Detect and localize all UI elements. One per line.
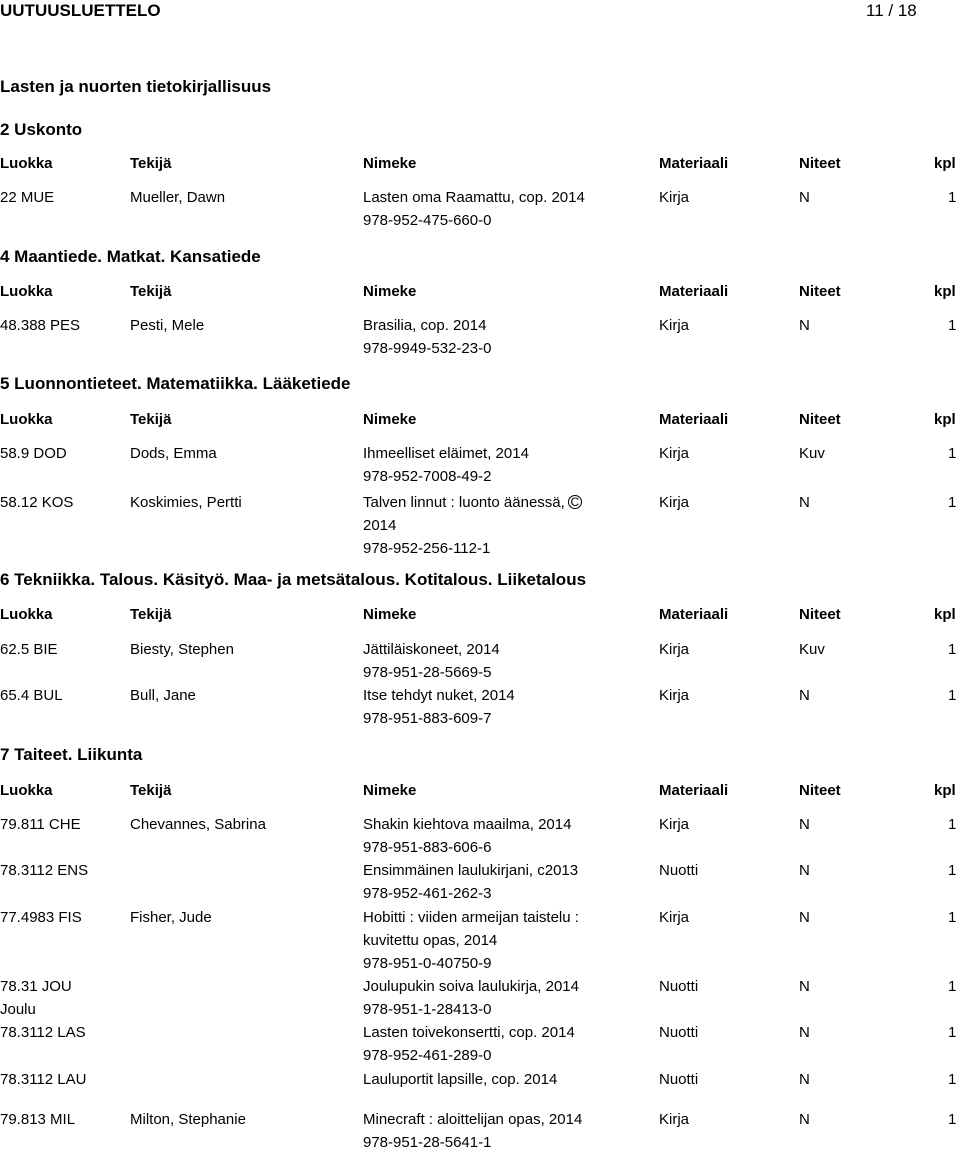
material: Kirja bbox=[659, 445, 690, 462]
isbn: 978-951-28-5669-5 bbox=[363, 664, 492, 681]
items: N bbox=[799, 317, 810, 334]
column-header-kpl: kpl bbox=[934, 606, 956, 623]
column-header-materiaali: Materiaali bbox=[659, 606, 729, 623]
count: 1 bbox=[948, 317, 957, 334]
author: Biesty, Stephen bbox=[130, 641, 234, 658]
title-line2: 2014 bbox=[363, 517, 397, 534]
title bbox=[363, 492, 582, 513]
isbn: 978-952-461-262-3 bbox=[363, 885, 492, 902]
count: 1 bbox=[948, 1024, 957, 1041]
count: 1 bbox=[948, 816, 957, 833]
column-header-tekija: Tekijä bbox=[130, 782, 172, 799]
shelf-class: 58.12 KOS bbox=[0, 494, 74, 511]
column-header-materiaali: Materiaali bbox=[659, 283, 729, 300]
shelf-class: 22 MUE bbox=[0, 189, 55, 206]
author: Chevannes, Sabrina bbox=[130, 816, 266, 833]
column-header-nimeke: Nimeke bbox=[363, 782, 417, 799]
column-header-tekija: Tekijä bbox=[130, 155, 172, 172]
items: N bbox=[799, 687, 810, 704]
column-header-kpl: kpl bbox=[934, 283, 956, 300]
title: Itse tehdyt nuket, 2014 bbox=[363, 687, 515, 704]
copyright-icon: C bbox=[568, 495, 582, 509]
material: Kirja bbox=[659, 189, 690, 206]
isbn: 978-9949-532-23-0 bbox=[363, 340, 492, 357]
shelf-class: 62.5 BIE bbox=[0, 641, 58, 658]
title: Shakin kiehtova maailma, 2014 bbox=[363, 816, 572, 833]
column-header-luokka: Luokka bbox=[0, 155, 53, 172]
items: N bbox=[799, 909, 810, 926]
material: Nuotti bbox=[659, 978, 699, 995]
author: Milton, Stephanie bbox=[130, 1111, 246, 1128]
items: N bbox=[799, 1071, 810, 1088]
isbn: 978-951-883-606-6 bbox=[363, 839, 492, 856]
items: N bbox=[799, 1024, 810, 1041]
isbn: 978-952-461-289-0 bbox=[363, 1047, 492, 1064]
column-header-niteet: Niteet bbox=[799, 283, 841, 300]
material: Kirja bbox=[659, 641, 690, 658]
author: Fisher, Jude bbox=[130, 909, 212, 926]
column-header-materiaali: Materiaali bbox=[659, 411, 729, 428]
column-header-niteet: Niteet bbox=[799, 411, 841, 428]
shelf-class: 48.388 PES bbox=[0, 317, 81, 334]
document-title: UUTUUSLUETTELO bbox=[0, 1, 161, 20]
count: 1 bbox=[948, 445, 957, 462]
category-heading: Lasten ja nuorten tietokirjallisuus bbox=[0, 77, 272, 96]
title: Joulupukin soiva laulukirja, 2014 bbox=[363, 978, 579, 995]
count: 1 bbox=[948, 494, 957, 511]
shelf-class: 79.811 CHE bbox=[0, 816, 81, 833]
isbn: 978-951-1-28413-0 bbox=[363, 1001, 492, 1018]
material: Kirja bbox=[659, 909, 690, 926]
column-header-nimeke: Nimeke bbox=[363, 411, 417, 428]
count: 1 bbox=[948, 909, 957, 926]
items: N bbox=[799, 978, 810, 995]
section-title: 4 Maantiede. Matkat. Kansatiede bbox=[0, 247, 261, 266]
title: Brasilia, cop. 2014 bbox=[363, 317, 487, 334]
column-header-kpl: kpl bbox=[934, 411, 956, 428]
column-header-kpl: kpl bbox=[934, 782, 956, 799]
items: N bbox=[799, 862, 810, 879]
items: N bbox=[799, 816, 810, 833]
section-title: 6 Tekniikka. Talous. Käsityö. Maa- ja metsätalous. Kotitalous. Liiketalous bbox=[0, 570, 587, 589]
isbn: 978-952-7008-49-2 bbox=[363, 468, 492, 485]
author: Mueller, Dawn bbox=[130, 189, 226, 206]
items: N bbox=[799, 1111, 810, 1128]
count: 1 bbox=[948, 1071, 957, 1088]
author: Dods, Emma bbox=[130, 445, 217, 462]
column-header-materiaali: Materiaali bbox=[659, 782, 729, 799]
title: Ensimmäinen laulukirjani, c2013 bbox=[363, 862, 579, 879]
title-text: Talven linnut : luonto äänessä, bbox=[363, 494, 565, 511]
material: Nuotti bbox=[659, 862, 699, 879]
material: Kirja bbox=[659, 317, 690, 334]
count: 1 bbox=[948, 978, 957, 995]
count: 1 bbox=[948, 1111, 957, 1128]
count: 1 bbox=[948, 687, 957, 704]
title: Minecraft : aloittelijan opas, 2014 bbox=[363, 1111, 583, 1128]
items: Kuv bbox=[799, 641, 825, 658]
column-header-niteet: Niteet bbox=[799, 782, 841, 799]
author: Pesti, Mele bbox=[130, 317, 205, 334]
shelf-class: 77.4983 FIS bbox=[0, 909, 82, 926]
items: N bbox=[799, 189, 810, 206]
section-title: 7 Taiteet. Liikunta bbox=[0, 745, 143, 764]
section-title: 5 Luonnontieteet. Matematiikka. Lääketiede bbox=[0, 374, 351, 393]
column-header-nimeke: Nimeke bbox=[363, 283, 417, 300]
shelf-class: 78.3112 ENS bbox=[0, 862, 89, 879]
author: Bull, Jane bbox=[130, 687, 196, 704]
shelf-class: 65.4 BUL bbox=[0, 687, 63, 704]
title: Lasten oma Raamattu, cop. 2014 bbox=[363, 189, 585, 206]
column-header-tekija: Tekijä bbox=[130, 283, 172, 300]
shelf-class: 78.31 JOU bbox=[0, 978, 72, 995]
page-number: 11 / 18 bbox=[866, 1, 917, 20]
title: Jättiläiskoneet, 2014 bbox=[363, 641, 500, 658]
column-header-tekija: Tekijä bbox=[130, 411, 172, 428]
shelf-class: 78.3112 LAU bbox=[0, 1071, 87, 1088]
isbn: 978-952-475-660-0 bbox=[363, 212, 492, 229]
shelf-class: 58.9 DOD bbox=[0, 445, 67, 462]
title: Ihmeelliset eläimet, 2014 bbox=[363, 445, 529, 462]
material: Nuotti bbox=[659, 1024, 699, 1041]
items: Kuv bbox=[799, 445, 825, 462]
material: Kirja bbox=[659, 1111, 690, 1128]
material: Kirja bbox=[659, 816, 690, 833]
material: Kirja bbox=[659, 494, 690, 511]
material: Nuotti bbox=[659, 1071, 699, 1088]
title: Hobitti : viiden armeijan taistelu : bbox=[363, 909, 579, 926]
column-header-nimeke: Nimeke bbox=[363, 155, 417, 172]
section-title: 2 Uskonto bbox=[0, 120, 83, 139]
count: 1 bbox=[948, 862, 957, 879]
count: 1 bbox=[948, 641, 957, 658]
column-header-luokka: Luokka bbox=[0, 411, 53, 428]
isbn: 978-951-0-40750-9 bbox=[363, 955, 492, 972]
items: N bbox=[799, 494, 810, 511]
column-header-kpl: kpl bbox=[934, 155, 956, 172]
column-header-niteet: Niteet bbox=[799, 606, 841, 623]
isbn: 978-951-28-5641-1 bbox=[363, 1134, 492, 1151]
material: Kirja bbox=[659, 687, 690, 704]
column-header-materiaali: Materiaali bbox=[659, 155, 729, 172]
column-header-nimeke: Nimeke bbox=[363, 606, 417, 623]
shelf-class: 78.3112 LAS bbox=[0, 1024, 86, 1041]
title-line2: kuvitettu opas, 2014 bbox=[363, 932, 498, 949]
count: 1 bbox=[948, 189, 957, 206]
column-header-luokka: Luokka bbox=[0, 606, 53, 623]
shelf-class: 79.813 MIL bbox=[0, 1111, 76, 1128]
column-header-luokka: Luokka bbox=[0, 283, 53, 300]
shelf-class-line2: Joulu bbox=[0, 1001, 36, 1018]
title: Lasten toivekonsertti, cop. 2014 bbox=[363, 1024, 575, 1041]
isbn: 978-952-256-112-1 bbox=[363, 540, 491, 557]
title: Lauluportit lapsille, cop. 2014 bbox=[363, 1071, 558, 1088]
isbn: 978-951-883-609-7 bbox=[363, 710, 492, 727]
column-header-luokka: Luokka bbox=[0, 782, 53, 799]
column-header-niteet: Niteet bbox=[799, 155, 841, 172]
column-header-tekija: Tekijä bbox=[130, 606, 172, 623]
author: Koskimies, Pertti bbox=[130, 494, 242, 511]
